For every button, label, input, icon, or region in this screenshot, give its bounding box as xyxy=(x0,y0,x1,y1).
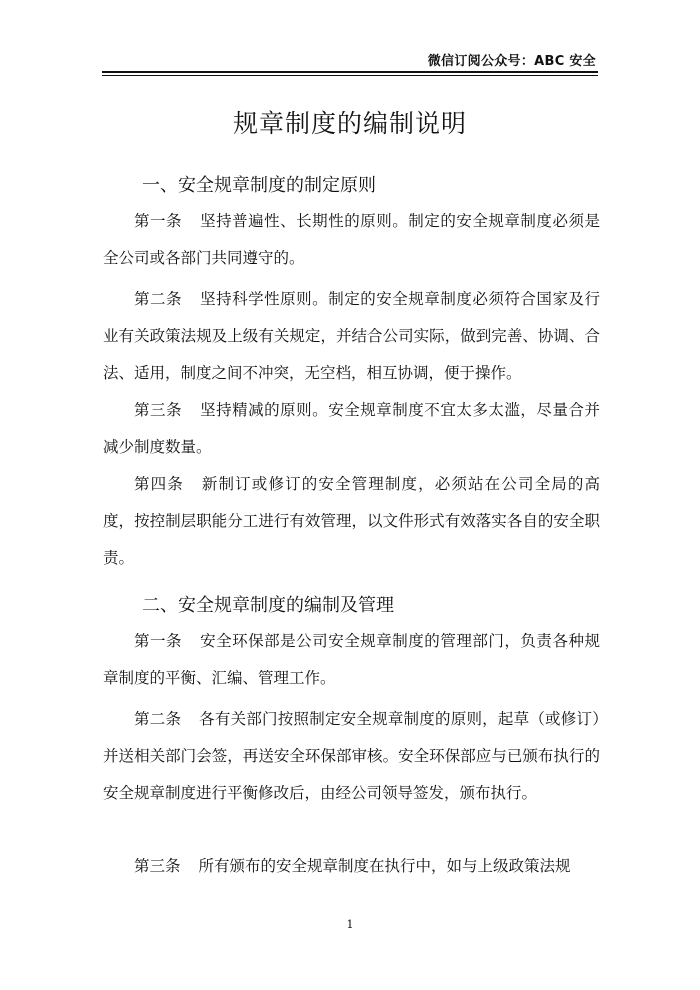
section-1-article-3 xyxy=(103,392,600,466)
article-label: 第一条 xyxy=(134,632,183,650)
article-text: 坚持精减的原则。安全规章制度不宜太多太滥，尽量合并减少制度数量。 xyxy=(103,401,600,456)
section-heading-2: 二、安全规章制度的编制及管理 xyxy=(142,595,394,616)
section-1-article-4 xyxy=(103,466,600,577)
article-text: 坚持科学性原则。制定的安全规章制度必须符合国家及行业有关政策法规及上级有关规定，并结合公司实际，做到完善、协调、合法、适用，制度之间不冲突，无空档，相互协调，便于操作。 xyxy=(103,290,600,382)
article-label: 第三条 xyxy=(134,857,181,875)
section-heading-1: 一、安全规章制度的制定原则 xyxy=(142,175,376,196)
section-2-article-1 xyxy=(103,623,600,697)
article-label: 第二条 xyxy=(134,290,183,308)
document-title: 规章制度的编制说明 xyxy=(232,109,467,138)
page-number: 1 xyxy=(346,918,354,931)
header-rule-thick xyxy=(102,71,598,73)
article-text: 安全环保部是公司安全规章制度的管理部门，负责各种规章制度的平衡、汇编、管理工作。 xyxy=(103,632,600,687)
article-text: 各有关部门按照制定安全规章制度的原则，起草（或修订）并送相关部门会签，再送安全环保部审核。安全环保部应与已颁布执行的安全规章制度进行平衡修改后，由经公司领导签发，颁布执行。 xyxy=(103,710,600,802)
header-rule-thin xyxy=(102,75,598,76)
section-1-article-2 xyxy=(103,281,600,392)
article-text: 所有颁布的安全规章制度在执行中，如与上级政策法规 xyxy=(198,857,571,875)
article-text: 新制订或修订的安全管理制度，必须站在公司全局的高度，按控制层职能分工进行有效管理，以文件形式有效落实各自的安全职责。 xyxy=(103,475,600,567)
header-label: 微信订阅公众号：ABC 安全 xyxy=(427,54,596,69)
article-text: 坚持普遍性、长期性的原则。制定的安全规章制度必须是全公司或各部门共同遵守的。 xyxy=(103,212,600,267)
section-2-article-3 xyxy=(103,848,600,885)
article-label: 第三条 xyxy=(134,401,183,419)
article-label: 第一条 xyxy=(134,212,183,230)
article-label: 第四条 xyxy=(134,475,184,493)
article-label: 第二条 xyxy=(134,710,182,728)
section-1-article-1 xyxy=(103,203,600,277)
section-2-article-2 xyxy=(103,701,600,812)
